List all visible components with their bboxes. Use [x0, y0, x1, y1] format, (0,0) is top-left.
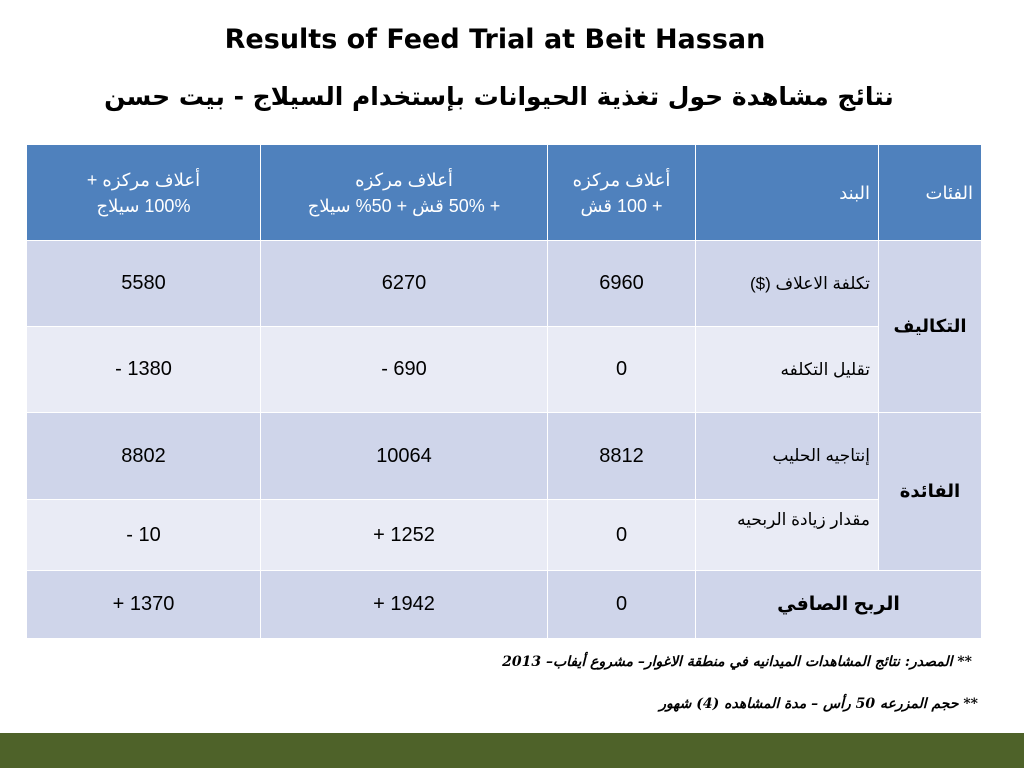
cell-value: 0 — [548, 571, 696, 639]
cell-value: 8802 — [27, 413, 261, 500]
cell-value: 0 — [548, 500, 696, 571]
table-row — [27, 241, 982, 327]
header-col1: أعلاف مركزه + 100 قش — [548, 145, 696, 241]
cell-value: - 1380 — [27, 327, 261, 413]
page-title-ar: نتائج مشاهدة حول تغذية الحيوانات بإستخدام السيلاج - بيت حسن — [104, 82, 894, 111]
table-header-row — [27, 145, 982, 241]
cell-value: 6960 — [548, 241, 696, 327]
row-label: مقدار زيادة الربحيه — [696, 500, 879, 571]
net-profit-label: الربح الصافي — [696, 571, 982, 639]
table-row — [27, 500, 982, 571]
farm-size-note: ** حجم المزرعه 50 رأس – مدة المشاهده (4) شهور — [659, 696, 978, 712]
header-col3: أعلاف مركزه + 100% سيلاج — [27, 145, 261, 241]
category-benefit: الفائدة — [879, 413, 982, 571]
category-costs: التكاليف — [879, 241, 982, 413]
cell-value: 10064 — [261, 413, 548, 500]
cell-value: 0 — [548, 327, 696, 413]
row-label: تكلفة الاعلاف ($) — [696, 241, 879, 327]
cell-value: 8812 — [548, 413, 696, 500]
cell-value: + 1252 — [261, 500, 548, 571]
cell-value: 5580 — [27, 241, 261, 327]
table-row — [27, 327, 982, 413]
header-col2: أعلاف مركزه + 50% قش + 50% سيلاج — [261, 145, 548, 241]
cell-value: 6270 — [261, 241, 548, 327]
cell-value: - 10 — [27, 500, 261, 571]
cell-value: - 690 — [261, 327, 548, 413]
bottom-decor-bar — [0, 733, 1024, 768]
results-table — [26, 144, 982, 639]
page-title-en: Results of Feed Trial at Beit Hassan — [224, 24, 766, 55]
header-item: البند — [696, 145, 879, 241]
cell-value: + 1942 — [261, 571, 548, 639]
source-note: ** المصدر: نتائج المشاهدات الميدانيه في منطقة الاغوار– مشروع أيفاب– 2013 — [502, 654, 972, 670]
header-category: الفئات — [879, 145, 982, 241]
row-label: تقليل التكلفه — [696, 327, 879, 413]
row-label: إنتاجيه الحليب — [696, 413, 879, 500]
net-profit-row — [27, 571, 982, 639]
cell-value: + 1370 — [27, 571, 261, 639]
table-row — [27, 413, 982, 500]
